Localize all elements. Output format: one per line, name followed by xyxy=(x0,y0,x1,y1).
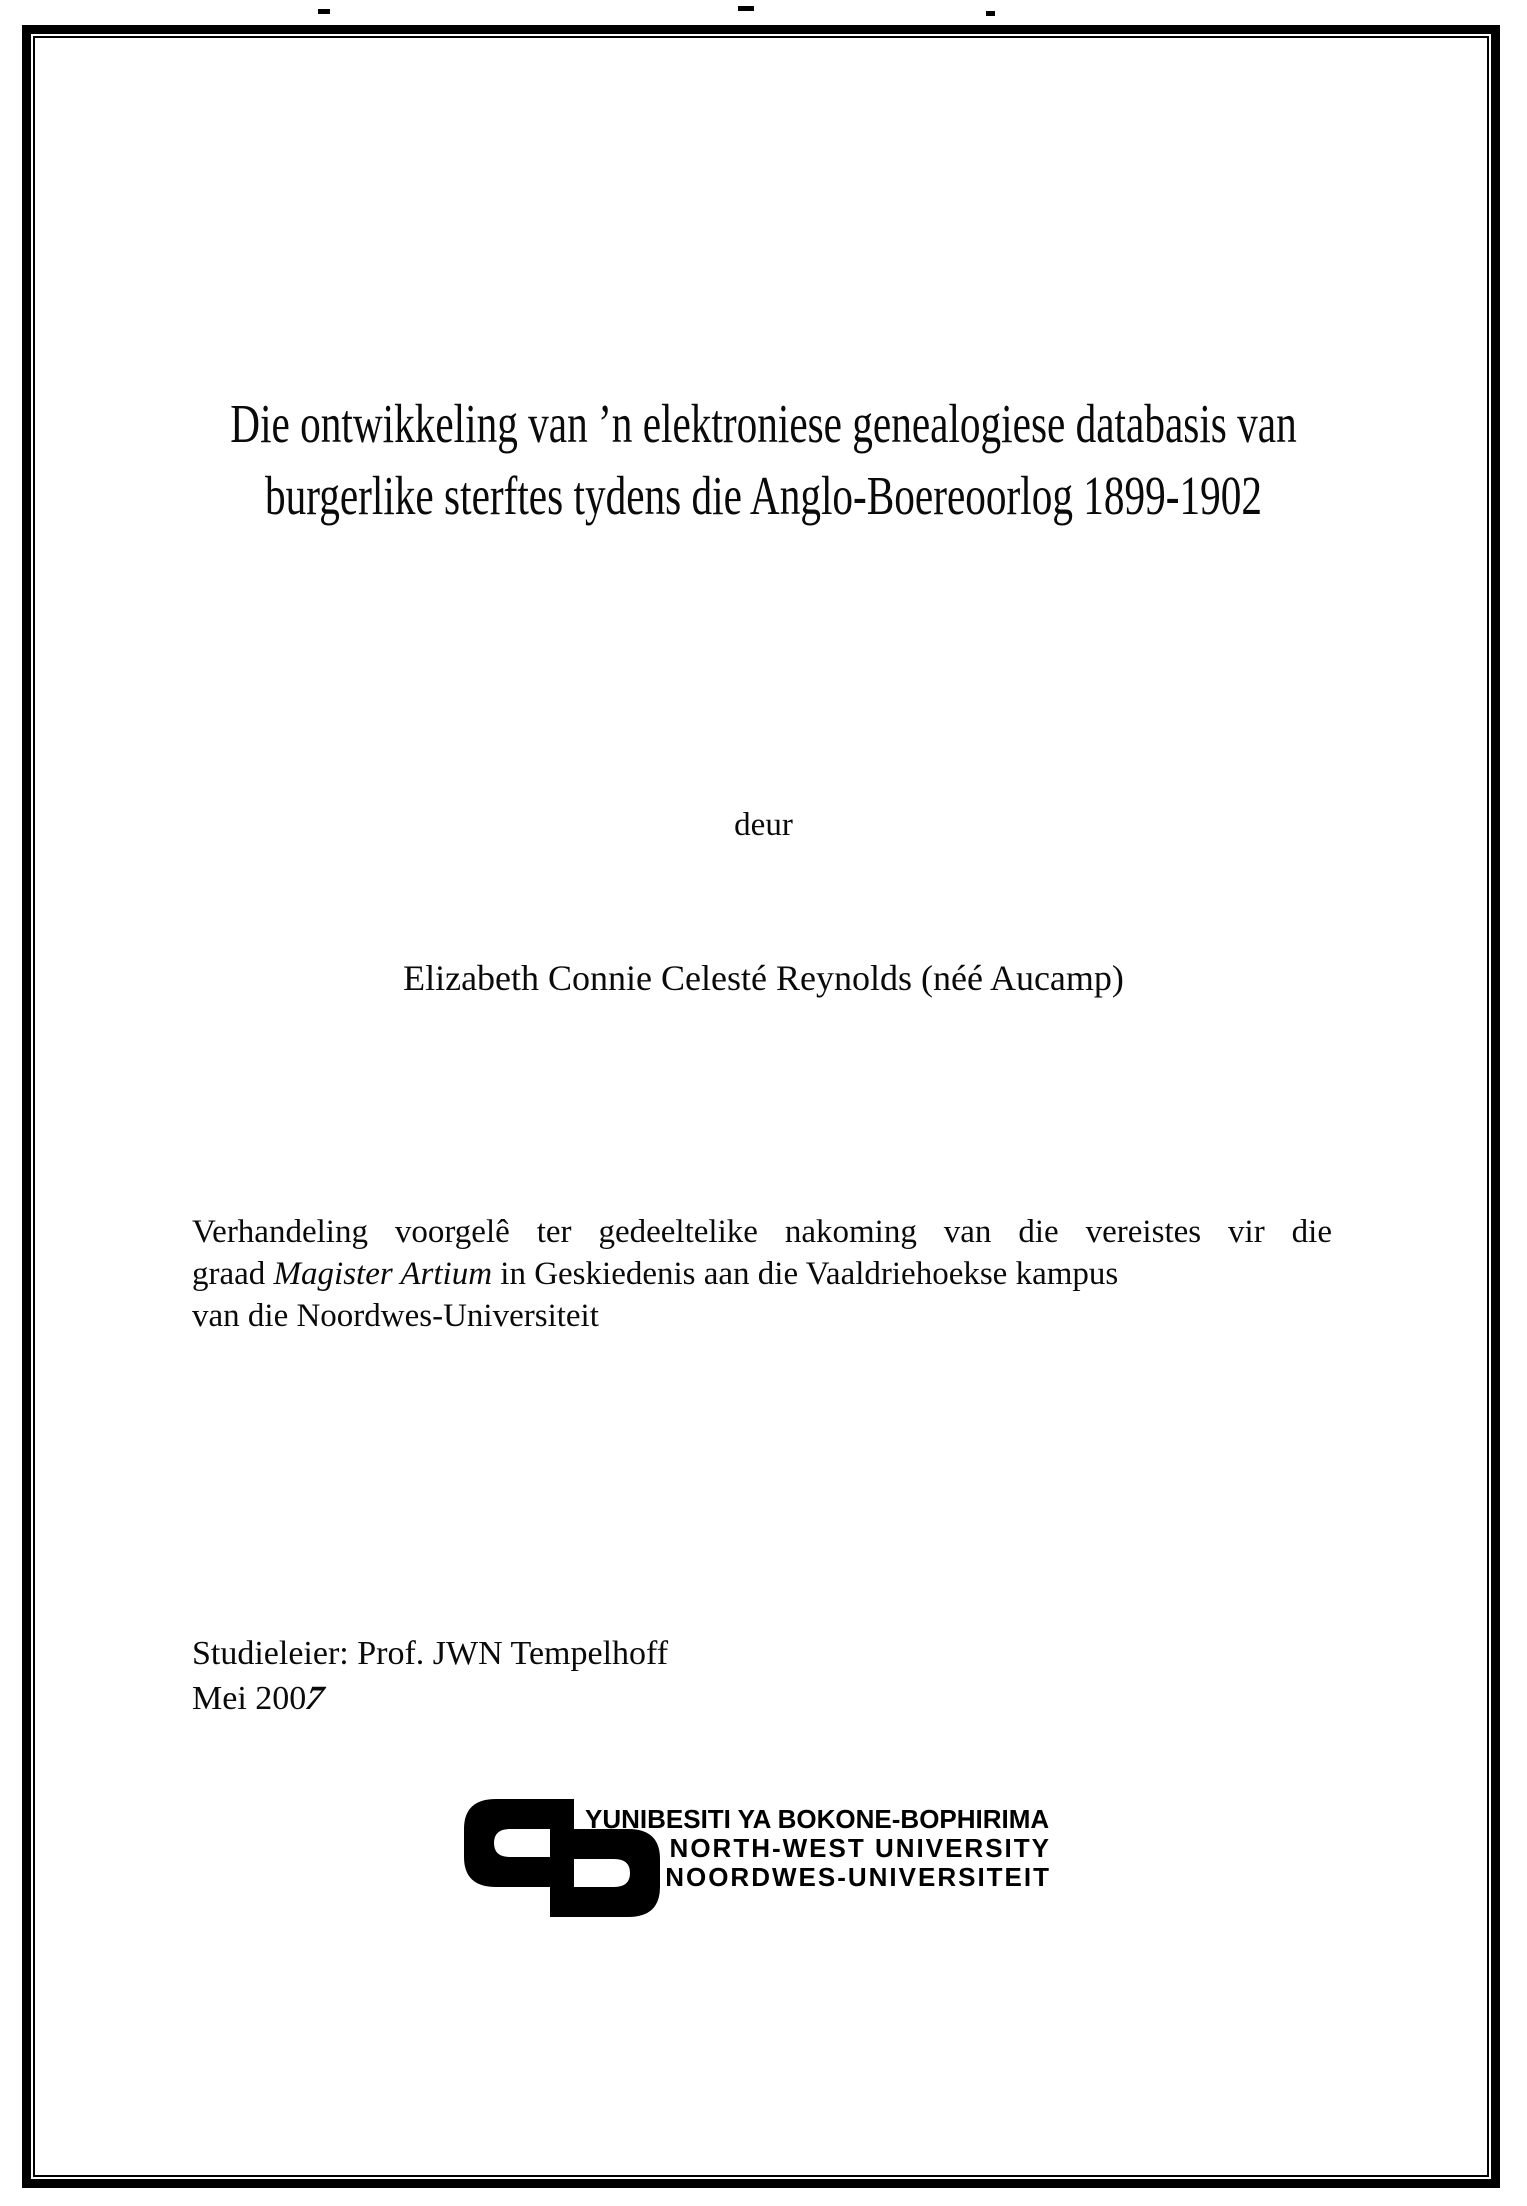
date-last-digit: 7 xyxy=(299,1680,331,1717)
submission-line-2-pre: graad xyxy=(192,1256,274,1292)
scan-speckle xyxy=(986,11,995,16)
date-line xyxy=(192,1676,668,1721)
submission-line-2 xyxy=(192,1253,1332,1295)
submission-line-2-post: in Geskiedenis aan die Vaaldriehoekse kampus xyxy=(492,1256,1119,1292)
supervisor-date-block xyxy=(192,1631,668,1721)
submission-line-3: van die Noordwes-Universiteit xyxy=(192,1298,599,1334)
thesis-title xyxy=(0,388,1527,532)
submission-statement xyxy=(192,1211,1332,1337)
university-logo xyxy=(464,1799,1064,1929)
university-logo-text xyxy=(585,1805,1051,1892)
byline-deur: deur xyxy=(734,807,793,843)
thesis-title-line-2: burgerlike sterftes tydens die Anglo-Boereoorlog 1899-1902 xyxy=(264,465,1263,526)
date-prefix: Mei 200 xyxy=(192,1680,307,1717)
logo-line-afrikaans: NOORDWES-UNIVERSITEIT xyxy=(665,1862,1051,1892)
thesis-title-line-1: Die ontwikkeling van ’n elektroniese genealogiese databasis van xyxy=(230,393,1297,454)
scan-speckle xyxy=(738,6,754,11)
supervisor-line: Studieleier: Prof. JWN Tempelhoff xyxy=(192,1635,669,1672)
degree-name-italic: Magister Artium xyxy=(273,1256,493,1292)
scan-speckle xyxy=(318,9,330,14)
logo-line-setswana: YUNIBESITI YA BOKONE-BOPHIRIMA xyxy=(585,1804,1050,1834)
logo-line-english: NORTH-WEST UNIVERSITY xyxy=(669,1833,1051,1863)
submission-line-1: Verhandeling voorgelê ter gedeeltelike nakoming van die vereistes vir die xyxy=(192,1214,1332,1250)
author-name: Elizabeth Connie Celesté Reynolds (néé Aucamp) xyxy=(403,958,1124,998)
